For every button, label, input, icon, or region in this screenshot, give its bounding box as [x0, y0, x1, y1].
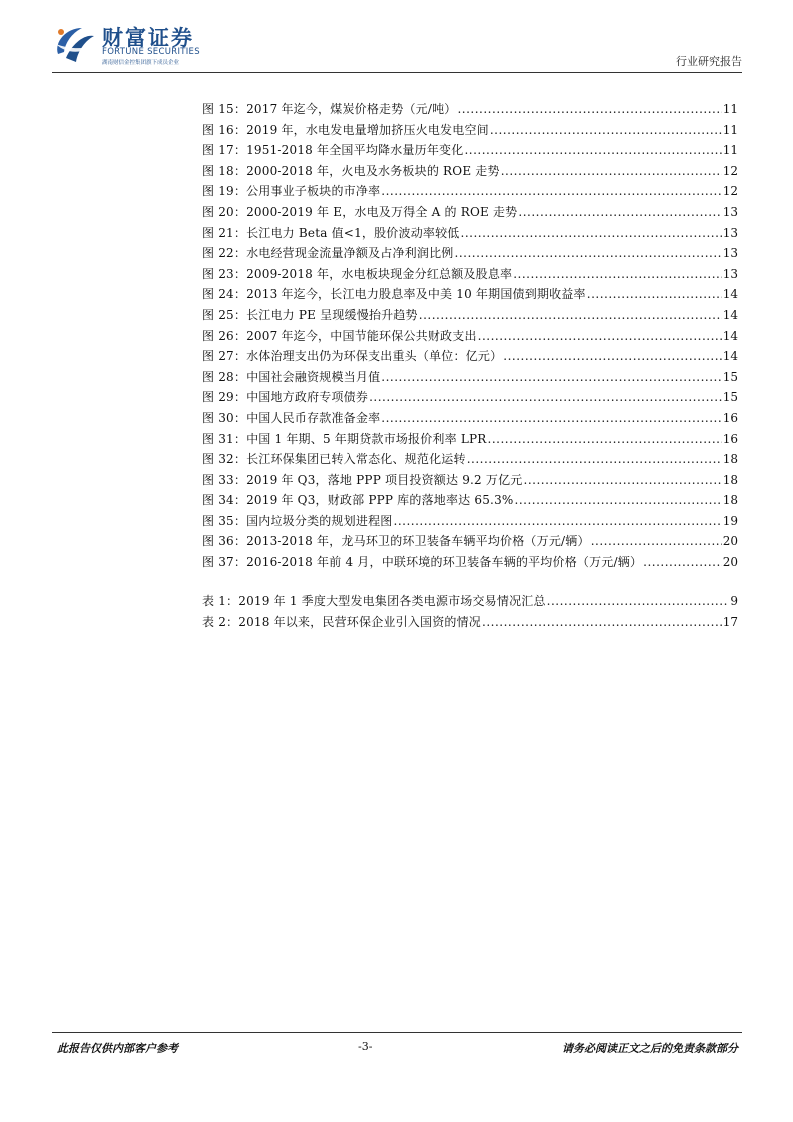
toc-entry-page: 12: [722, 184, 738, 199]
toc-leader-dots: [457, 102, 721, 116]
toc-leader-dots: [455, 246, 722, 260]
toc-entry[interactable]: [202, 224, 738, 245]
toc-entry-label: 图 26：2007 年迄今，中国节能环保公共财政支出: [202, 328, 477, 343]
toc-entry[interactable]: [202, 409, 738, 430]
toc-entry-label: 图 23：2009-2018 年，水电板块现金分红总额及股息率: [202, 266, 513, 281]
toc-entry-page: 13: [722, 246, 738, 261]
header-divider: [52, 72, 742, 73]
toc-entry[interactable]: [202, 162, 738, 183]
toc-leader-dots: [478, 329, 722, 343]
toc-entry-page: 14: [722, 307, 738, 322]
toc-entry[interactable]: [202, 285, 738, 306]
toc-entry-page: 11: [722, 143, 738, 158]
toc-entry-label: 图 24：2013 年迄今，长江电力股息率及中美 10 年期国债到期收益率: [202, 287, 586, 302]
toc-entry[interactable]: [202, 471, 738, 492]
toc-entry-label: 图 22：水电经营现金流量净额及占净利润比例: [202, 246, 454, 261]
toc-entry[interactable]: [202, 203, 738, 224]
toc-leader-dots: [591, 534, 722, 548]
toc-entry[interactable]: [202, 306, 738, 327]
table-list: [202, 592, 738, 633]
toc-entry-page: 14: [722, 328, 738, 343]
toc-entry-label: 图 15：2017 年迄今，煤炭价格走势（元/吨）: [202, 102, 457, 116]
toc-entry-label: 图 25：长江电力 PE 呈现缓慢抬升趋势: [202, 307, 418, 322]
toc-entry-page: 13: [722, 204, 738, 219]
toc-entry[interactable]: [202, 388, 738, 409]
toc-leader-dots: [482, 615, 722, 629]
toc-leader-dots: [587, 287, 722, 301]
toc-entry-page: 20: [722, 555, 738, 570]
toc-entry-page: 18: [722, 493, 738, 508]
logo-english-name: FORTUNE SECURITIES: [102, 47, 200, 57]
toc-entry-label: 图 19：公用事业子板块的市净率: [202, 184, 381, 199]
page-number: -3-: [358, 1040, 373, 1053]
toc-entry-label: 图 29：中国地方政府专项债券: [202, 390, 369, 405]
toc-entry[interactable]: [202, 491, 738, 512]
toc-entry-label: 图 35：国内垃圾分类的规划进程图: [202, 513, 393, 528]
toc-leader-dots: [513, 267, 721, 281]
toc-entry[interactable]: [202, 613, 738, 634]
toc-leader-dots: [501, 164, 722, 178]
logo-chinese-name: 财富证券: [102, 26, 194, 50]
toc-entry-page: 19: [722, 513, 738, 528]
toc-leader-dots: [381, 411, 721, 425]
toc-entry[interactable]: [202, 327, 738, 348]
toc-entry-page: 15: [722, 369, 738, 384]
footer-disclaimer-right: 请务必阅读正文之后的免责条款部分: [562, 1042, 738, 1055]
toc-leader-dots: [488, 432, 722, 446]
toc-entry-page: 13: [722, 266, 738, 281]
toc-entry[interactable]: [202, 121, 738, 142]
toc-leader-dots: [394, 514, 722, 528]
toc-entry-label: 图 37：2016-2018 年前 4 月，中联环境的环卫装备车辆的平均价格（万元/辆）: [202, 555, 643, 570]
toc-entry-label: 图 33：2019 年 Q3，落地 PPP 项目投资额达 9.2 万亿元: [202, 472, 523, 487]
toc-entry-label: 图 27：水体治理支出仍为环保支出重头（单位：亿元）: [202, 349, 503, 364]
toc-entry[interactable]: [202, 512, 738, 533]
toc-entry[interactable]: [202, 182, 738, 203]
toc-leader-dots: [381, 184, 721, 198]
toc-leader-dots: [518, 205, 721, 219]
toc-entry-page: 9: [730, 594, 738, 608]
toc-leader-dots: [490, 123, 722, 137]
toc-entry-label: 图 34：2019 年 Q3，财政部 PPP 库的落地率达 65.3%: [202, 493, 514, 508]
toc-entry-page: 16: [722, 410, 738, 425]
document-type: 行业研究报告: [676, 55, 742, 68]
toc-entry-label: 表 2：2018 年以来，民营环保企业引入国资的情况: [202, 614, 482, 629]
page-header: [52, 22, 742, 72]
toc-entry[interactable]: [202, 100, 738, 121]
toc-entry-page: 12: [722, 163, 738, 178]
toc-entry-page: 15: [722, 390, 738, 405]
toc-entry-page: 11: [722, 102, 738, 116]
toc-entry-label: 图 36：2013-2018 年，龙马环卫的环卫装备车辆平均价格（万元/辆）: [202, 534, 590, 549]
toc-leader-dots: [464, 143, 721, 157]
toc-entry[interactable]: [202, 532, 738, 553]
toc-entry-page: 18: [722, 452, 738, 467]
toc-leader-dots: [515, 493, 722, 507]
toc-leader-dots: [369, 390, 722, 404]
toc-leader-dots: [643, 555, 722, 569]
figure-list: [202, 100, 738, 574]
toc-leader-dots: [503, 349, 721, 363]
toc-entry-label: 图 18：2000-2018 年，火电及水务板块的 ROE 走势: [202, 163, 500, 178]
toc-entry-label: 图 21：长江电力 Beta 值<1，股价波动率较低: [202, 225, 460, 240]
toc-leader-dots: [381, 370, 721, 384]
toc-entry[interactable]: [202, 368, 738, 389]
toc-entry[interactable]: [202, 450, 738, 471]
logo-tagline: 湖南财信金控集团旗下成员企业: [102, 60, 180, 66]
toc-entry[interactable]: [202, 141, 738, 162]
toc-entry-label: 图 17：1951-2018 年全国平均降水量历年变化: [202, 143, 464, 158]
toc-entry-page: 13: [722, 225, 738, 240]
toc-entry-page: 14: [722, 349, 738, 364]
company-logo: [52, 22, 202, 68]
toc-entry-label: 图 16：2019 年，水电发电量增加挤压火电发电空间: [202, 122, 489, 137]
toc-entry[interactable]: [202, 553, 738, 574]
footer-disclaimer-left: 此报告仅供内部客户参考: [57, 1042, 178, 1055]
toc-entry-page: 18: [722, 472, 738, 487]
toc-entry-label: 图 32：长江环保集团已转入常态化、规范化运转: [202, 452, 466, 467]
toc-entry[interactable]: [202, 430, 738, 451]
toc-entry[interactable]: [202, 244, 738, 265]
logo-emblem-icon: [52, 24, 96, 66]
toc-leader-dots: [524, 473, 722, 487]
toc-leader-dots: [547, 594, 730, 608]
footer-divider: [52, 1032, 742, 1033]
toc-entry[interactable]: [202, 592, 738, 613]
toc-entry-page: 16: [722, 431, 738, 446]
toc-entry-label: 表 1：2019 年 1 季度大型发电集团各类电源市场交易情况汇总: [202, 594, 546, 608]
toc-leader-dots: [467, 452, 722, 466]
toc-entry-label: 图 20：2000-2019 年 E，水电及万得全 A 的 ROE 走势: [202, 204, 518, 219]
toc-entry[interactable]: [202, 347, 738, 368]
toc-entry-label: 图 30：中国人民币存款准备金率: [202, 410, 381, 425]
toc-entry-label: 图 28：中国社会融资规模当月值: [202, 369, 381, 384]
toc-entry-page: 20: [722, 534, 738, 549]
toc-leader-dots: [419, 308, 722, 322]
toc-entry-label: 图 31：中国 1 年期、5 年期贷款市场报价利率 LPR: [202, 431, 487, 446]
toc-entry[interactable]: [202, 265, 738, 286]
toc-entry-page: 17: [722, 614, 738, 629]
toc-leader-dots: [461, 226, 722, 240]
toc-entry-page: 14: [722, 287, 738, 302]
toc-entry-page: 11: [722, 122, 738, 137]
